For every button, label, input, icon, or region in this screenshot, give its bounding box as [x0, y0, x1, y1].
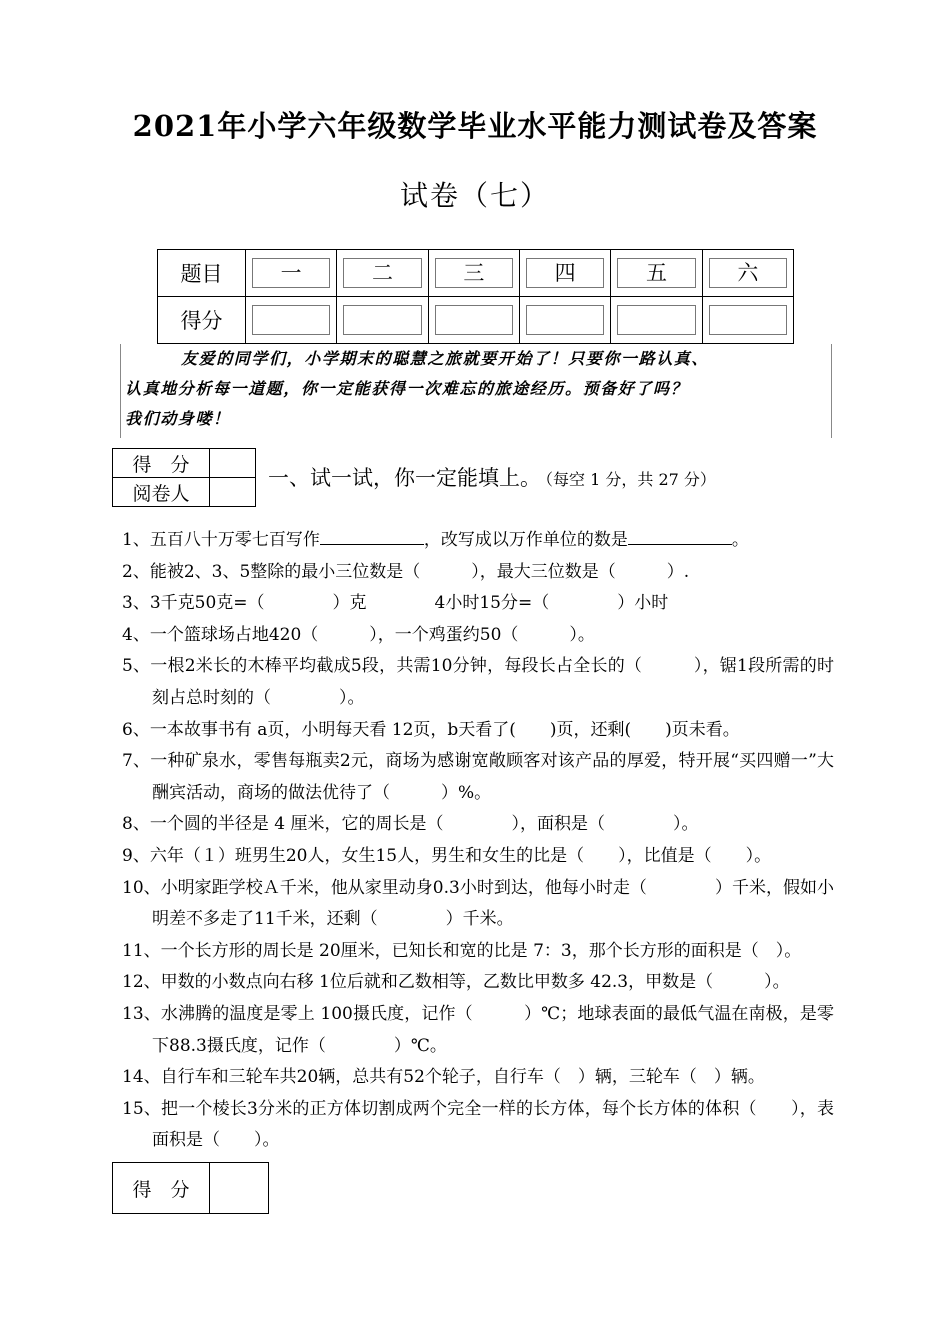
- intro-line: 我们动身喽！: [125, 409, 231, 428]
- answer-blank[interactable]: [320, 524, 424, 545]
- exam-title: 2021年小学六年级数学毕业水平能力测试卷及答案: [132, 109, 818, 143]
- score-table-header-row: [158, 250, 794, 297]
- score-table-col-1: [246, 250, 337, 297]
- score-cell[interactable]: [611, 297, 702, 344]
- question-1: [122, 524, 834, 557]
- intro-message: [120, 344, 832, 438]
- score-input-box[interactable]: [526, 305, 604, 335]
- score-cell[interactable]: [702, 297, 793, 344]
- score-table-col-label: 一: [252, 258, 330, 288]
- bottom-grader-score-cell[interactable]: [210, 1163, 269, 1214]
- score-input-box[interactable]: [709, 305, 787, 335]
- question-11: 11、一个长方形的周长是 20厘米，已知长和宽的比是 7：3，那个长方形的面积是（ ）。: [122, 940, 802, 961]
- question-2: 2、能被2、3、5整除的最小三位数是（ ），最大三位数是（ ）.: [122, 561, 690, 582]
- question-3: 3、3千克50克=（ ）克 4小时15分=（ ）小时: [122, 593, 669, 614]
- question-list: [122, 524, 834, 1157]
- score-input-box[interactable]: [252, 305, 330, 335]
- question-12: 12、甲数的小数点向右移 1位后就和乙数相等，乙数比甲数多 42.3，甲数是（ ）。: [122, 972, 790, 993]
- bottom-grader-table: [112, 1162, 269, 1214]
- score-table-col-label: 三: [435, 258, 513, 288]
- question-6: 6、一本故事书有 a页，小明每天看 12页，b天看了( )页，还剩( )页未看。: [122, 719, 740, 740]
- exam-subtitle: 试卷（七）: [399, 179, 550, 212]
- section-1-heading: [268, 462, 716, 492]
- score-table-col-label: 六: [709, 258, 787, 288]
- score-cell[interactable]: [337, 297, 428, 344]
- question-15: 15、把一个棱长3分米的正方体切割成两个完全一样的长方体，每个长方体的体积（ ），表面积是（ ）。: [122, 1098, 834, 1151]
- score-table-col-6: [702, 250, 793, 297]
- grader-reviewer-label: 阅卷人: [113, 478, 210, 507]
- score-table-col-2: [337, 250, 428, 297]
- score-table-col-label: 二: [343, 258, 421, 288]
- question-1-text-b: ，改写成以万作单位的数是: [423, 530, 628, 550]
- section-1-note: （每空 1 分，共 27 分）: [545, 470, 716, 489]
- question-14: 14、自行车和三轮车共20辆，总共有52个轮子，自行车（ ）辆，三轮车（ ）辆。: [122, 1067, 765, 1088]
- score-table-col-3: [428, 250, 519, 297]
- score-cell[interactable]: [428, 297, 519, 344]
- grader-table: [112, 448, 256, 507]
- score-table: [157, 249, 794, 344]
- score-table-col-label: 四: [526, 258, 604, 288]
- bottom-grader-score-label: 得 分: [113, 1163, 210, 1214]
- question-4: 4、一个篮球场占地420（ ），一个鸡蛋约50（ ）。: [122, 624, 595, 645]
- intro-line: 友爱的同学们，小学期末的聪慧之旅就要开始了！只要你一路认真、: [181, 349, 710, 368]
- question-13: 13、水沸腾的温度是零上 100摄氏度，记作（ ）℃；地球表面的最低气温在南极，是零下88.3摄氏度，记作（ ）℃。: [122, 1003, 834, 1056]
- question-1-text-c: 。: [731, 530, 749, 550]
- score-table-col-label: 五: [617, 258, 695, 288]
- answer-blank[interactable]: [628, 524, 732, 545]
- score-cell[interactable]: [246, 297, 337, 344]
- grader-reviewer-cell[interactable]: [210, 478, 256, 507]
- question-8: 8、一个圆的半径是 4 厘米，它的周长是（ ），面积是（ ）。: [122, 814, 699, 835]
- question-10: 10、小明家距学校Ａ千米，他从家里动身0.3小时到达，他每小时走（ ）千米，假如小明差不多走了11千米，还剩（ ）千米。: [122, 877, 834, 930]
- score-table-col-4: [519, 250, 610, 297]
- score-input-box[interactable]: [343, 305, 421, 335]
- score-input-box[interactable]: [435, 305, 513, 335]
- score-table-score-row: [158, 297, 794, 344]
- grader-score-label: 得 分: [113, 449, 210, 478]
- question-1-text-a: 1、五百八十万零七百写作: [122, 530, 320, 550]
- section-1-title: 一、试一试，你一定能填上。: [268, 466, 541, 490]
- score-input-box[interactable]: [617, 305, 695, 335]
- question-7: 7、一种矿泉水，零售每瓶卖2元，商场为感谢宽敞顾客对该产品的厚爱，特开展“买四赠一”大酬宾活动，商场的做法优待了（ ）%。: [122, 751, 834, 803]
- grader-score-cell[interactable]: [210, 449, 256, 478]
- question-5: 5、一根2米长的木棒平均截成5段，共需10分钟，每段长占全长的（ ），锯1段所需的时刻占总时刻的（ ）。: [122, 656, 834, 708]
- question-9: 9、六年（１）班男生20人，女生15人，男生和女生的比是（ ），比值是（ ）。: [122, 845, 772, 866]
- score-table-row2-header: 得分: [158, 297, 246, 344]
- score-table-col-5: [611, 250, 702, 297]
- intro-line: 认真地分析每一道题，你一定能获得一次难忘的旅途经历。预备好了吗？: [125, 379, 689, 398]
- score-cell[interactable]: [519, 297, 610, 344]
- score-table-row1-header: 题目: [158, 250, 246, 297]
